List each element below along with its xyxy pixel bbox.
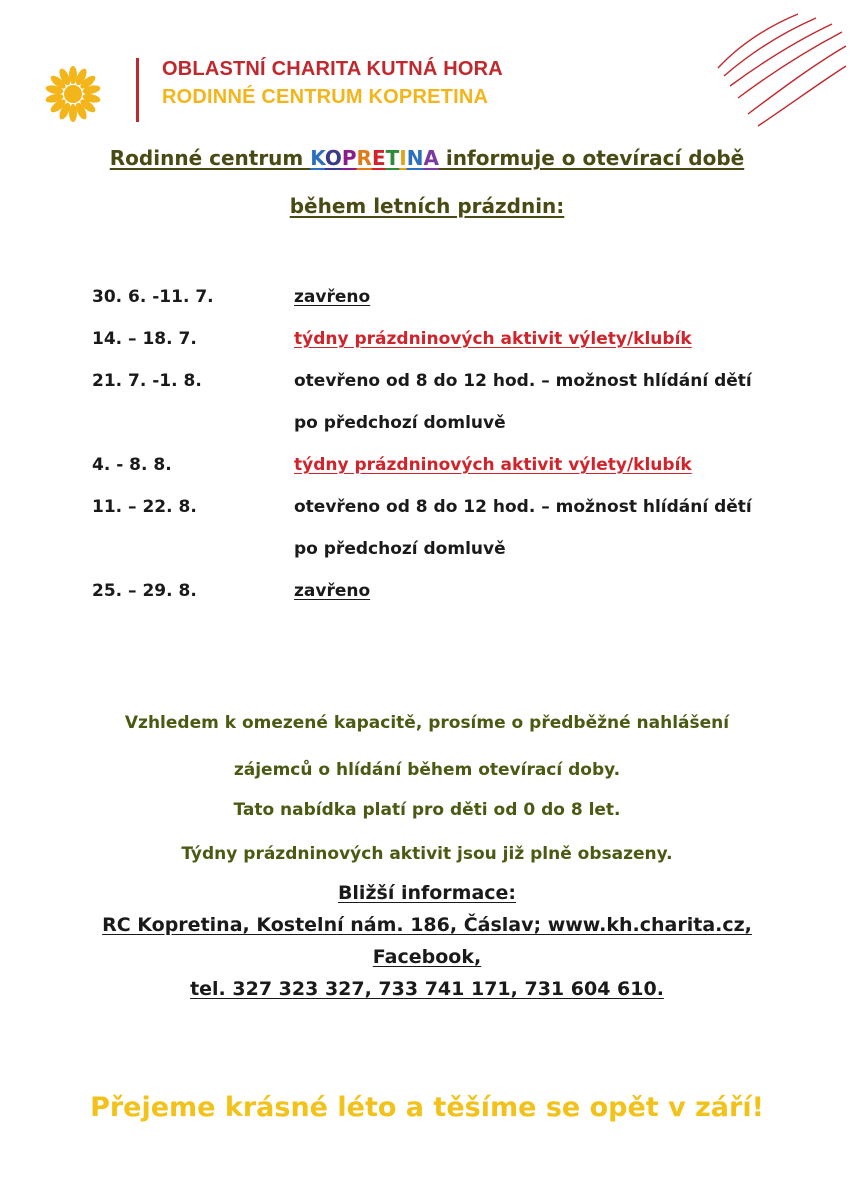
schedule-date: 11. – 22. 8.	[92, 497, 197, 517]
header-divider	[136, 58, 139, 122]
sun-petal	[69, 104, 77, 122]
note-line: Tato nabídka platí pro děti od 0 do 8 let.	[233, 800, 621, 820]
brand-letter: E	[371, 146, 386, 170]
closing-message: Přejeme krásné léto a těšíme se opět v září!	[90, 1092, 764, 1123]
schedule-description: po předchozí domluvě	[294, 413, 506, 433]
diagonal-lines-decoration-icon	[714, 10, 848, 130]
contact-address: RC Kopretina, Kostelní nám. 186, Čáslav; www.kh.charita.cz,	[102, 914, 752, 936]
schedule-description: po předchozí domluvě	[294, 539, 506, 559]
brand-name	[310, 146, 439, 170]
schedule-date: 14. – 18. 7.	[92, 329, 197, 349]
brand-letter: R	[356, 146, 372, 170]
brand-letter: N	[406, 146, 424, 170]
page-title-line-1	[0, 146, 854, 170]
contact-facebook: Facebook,	[372, 946, 482, 968]
brand-letter: T	[385, 146, 400, 170]
contact-phone: tel. 327 323 327, 733 741 171, 731 604 610.	[190, 978, 664, 1000]
title-suffix: informuje o otevírací době	[438, 146, 745, 170]
org-name: OBLASTNÍ CHARITA KUTNÁ HORA	[162, 58, 503, 80]
schedule-description: otevřeno od 8 do 12 hod. – možnost hlídání dětí	[294, 497, 752, 517]
brand-letter: O	[324, 146, 342, 170]
sunflower-logo-icon	[40, 58, 106, 124]
schedule-description: zavřeno	[294, 287, 371, 307]
schedule-date: 25. – 29. 8.	[92, 581, 197, 601]
note-line: Týdny prázdninových aktivit jsou již plně obsazeny.	[181, 844, 673, 864]
schedule-description: otevřeno od 8 do 12 hod. – možnost hlídání dětí	[294, 371, 752, 391]
brand-letter: K	[310, 146, 325, 170]
schedule-date: 21. 7. -1. 8.	[92, 371, 202, 391]
page-title-line-2: během letních prázdnin:	[289, 194, 565, 218]
org-subtitle: RODINNÉ CENTRUM KOPRETINA	[162, 86, 489, 108]
brand-letter: I	[399, 146, 407, 170]
note-line: zájemců o hlídání během otevírací doby.	[233, 760, 621, 780]
contact-heading: Bližší informace:	[337, 882, 517, 904]
title-prefix: Rodinné centrum	[109, 146, 311, 170]
schedule-date: 4. - 8. 8.	[92, 455, 172, 475]
brand-letter: A	[423, 146, 439, 170]
sun-petal	[69, 66, 77, 84]
brand-letter: P	[341, 146, 357, 170]
schedule-description: zavřeno	[294, 581, 371, 601]
schedule-date: 30. 6. -11. 7.	[92, 287, 214, 307]
schedule-description: týdny prázdninových aktivit výlety/klubík	[294, 455, 692, 475]
schedule-description: týdny prázdninových aktivit výlety/klubík	[294, 329, 692, 349]
note-line: Vzhledem k omezené kapacitě, prosíme o předběžné nahlášení	[124, 713, 730, 733]
